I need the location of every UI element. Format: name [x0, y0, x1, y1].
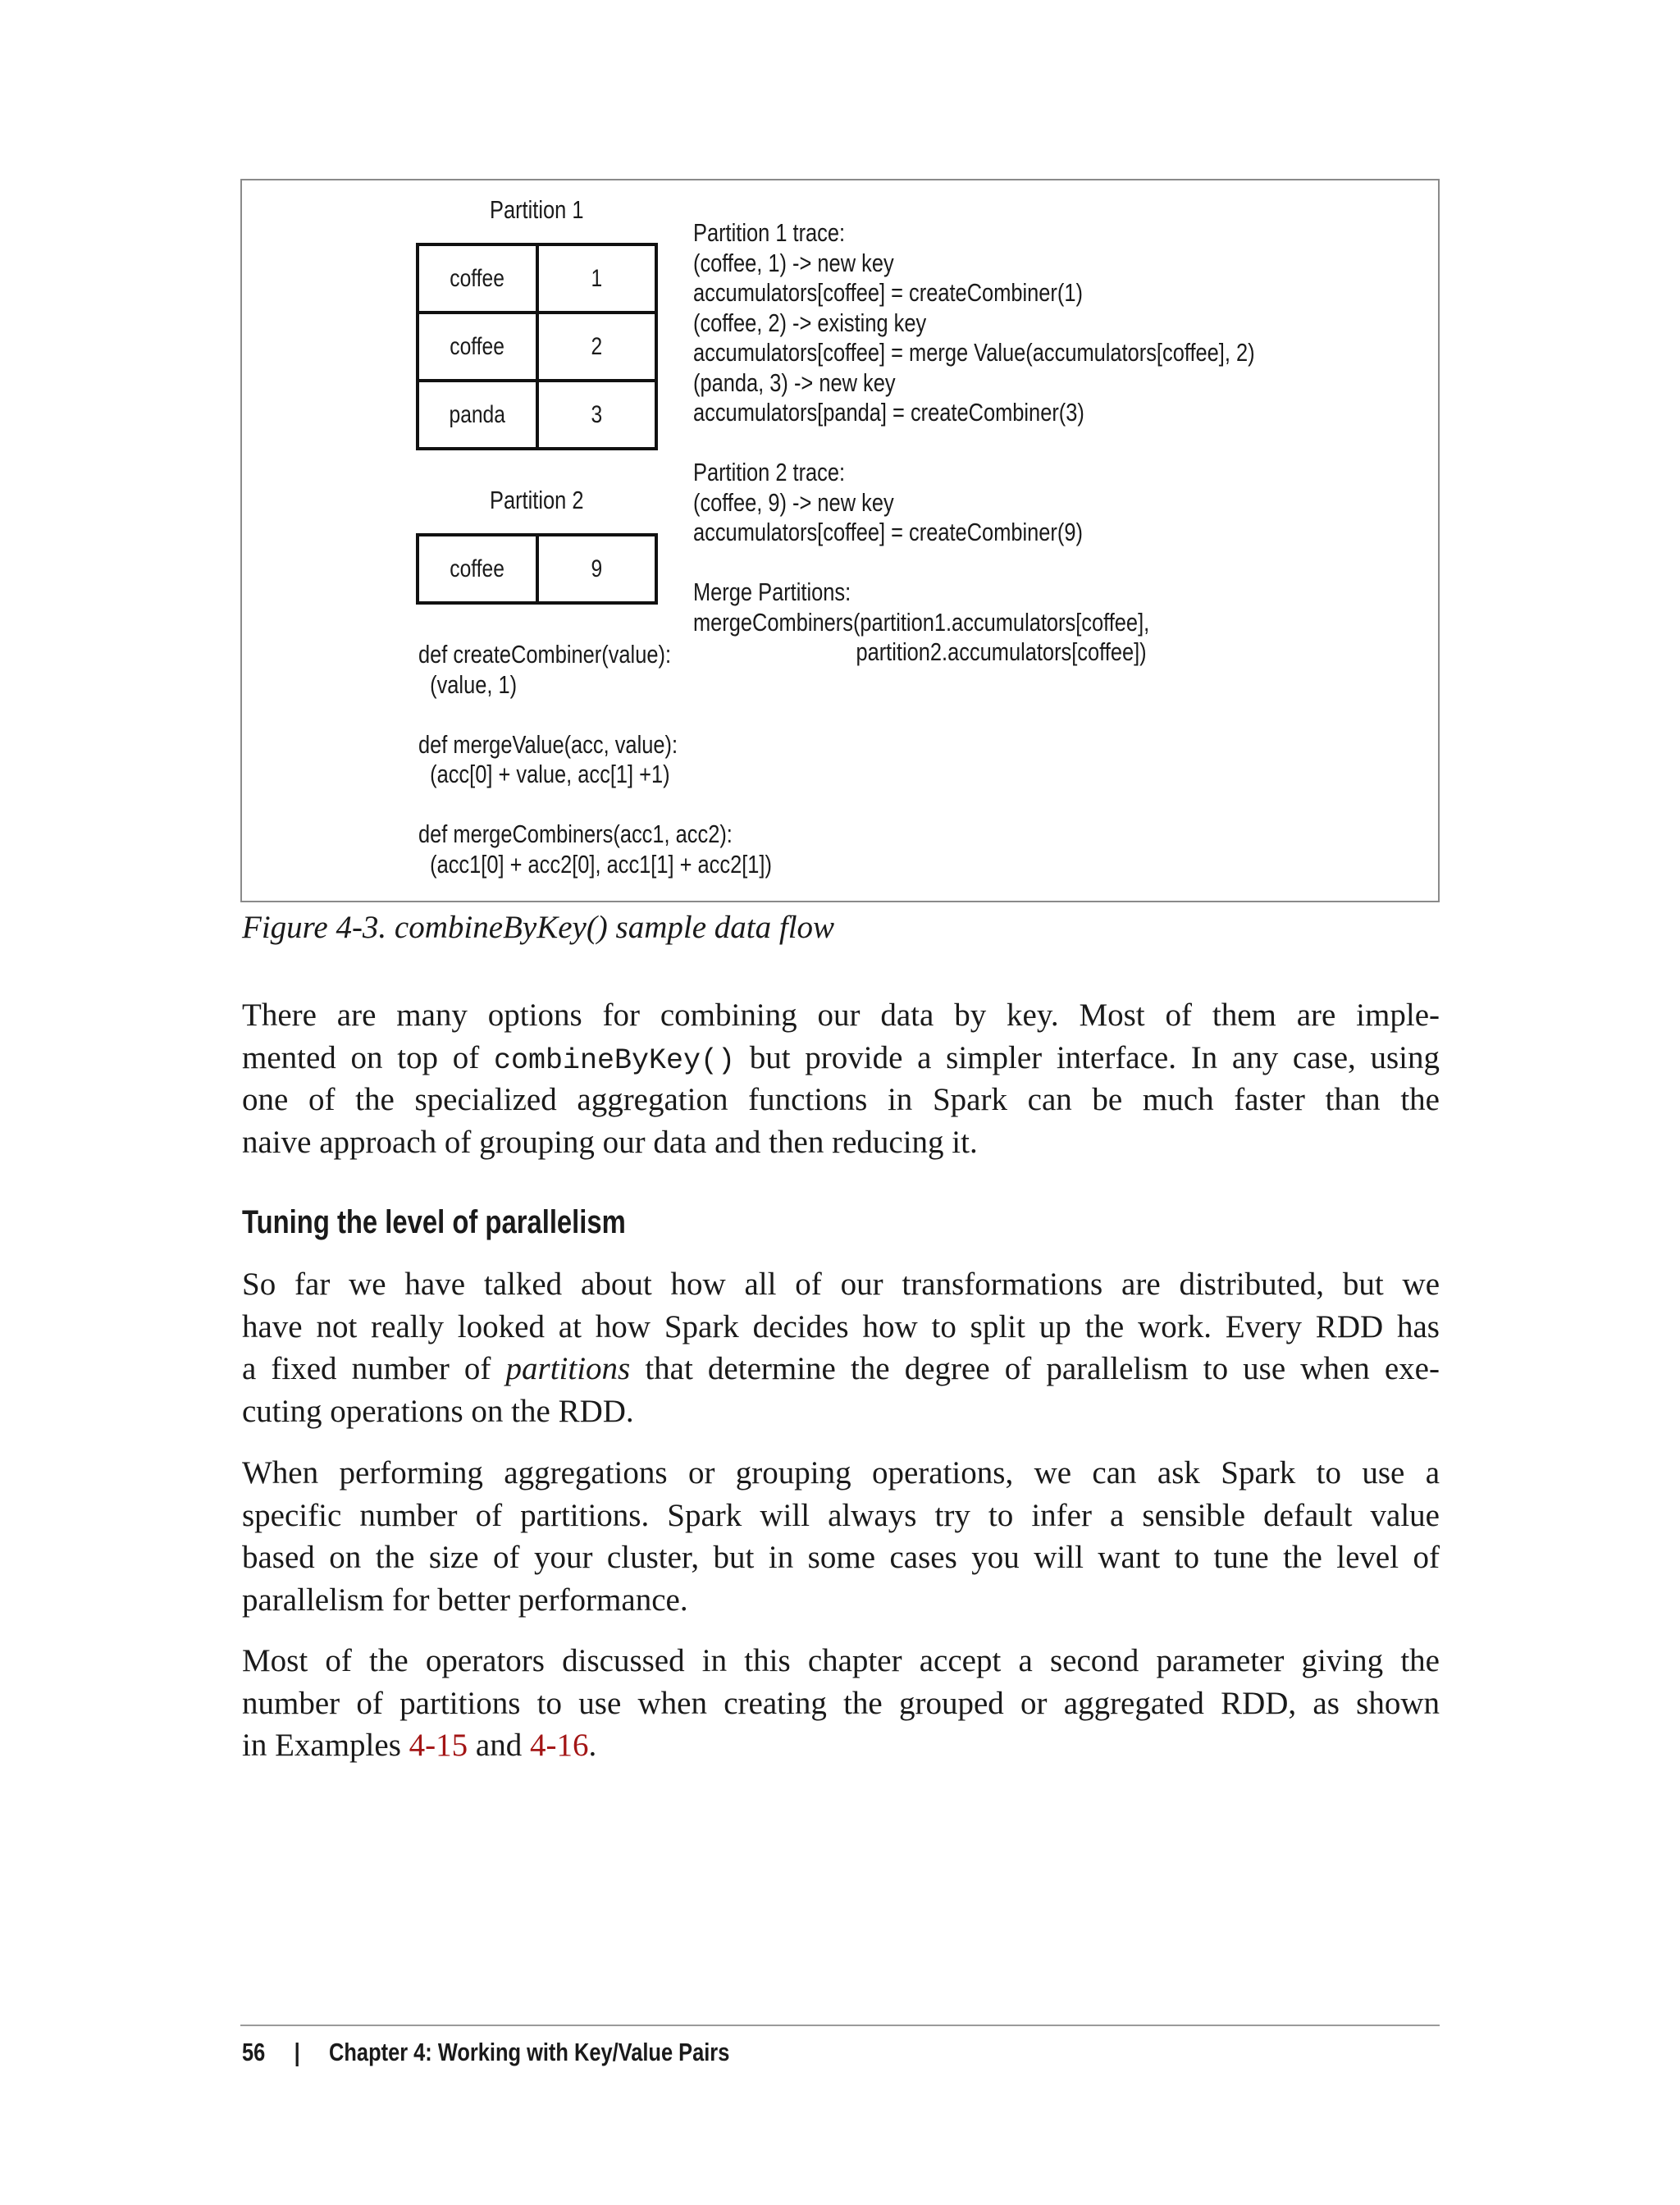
paragraph-4: Most of the operators discussed in this chapter accept a second parameter giving the number of partitions to use when creating the grouped or aggregated RDD, as shown in Examples 4-15 and 4-16. — [242, 1643, 1440, 1763]
inline-code: combineByKey() — [493, 1043, 736, 1077]
table-cell-key: panda — [418, 381, 537, 449]
paragraph-1: There are many options for combining our data by key. Most of them are imple- mented on top of combineByKey() but provide a simpler interface. In any case, using one of the specialized aggregation functions in Spark can be much faster than the naive approach of grouping our data and then reducing it. — [242, 998, 1440, 1160]
function-definitions: def createCombiner(value): (value, 1) def mergeValue(acc, value): (acc[0] + value, acc[1] +1) def mergeCombiners(acc1, acc2): (acc1[0] + acc2[0], acc1[1] + acc2[1]) — [418, 640, 772, 879]
table-cell-value: 1 — [537, 244, 656, 313]
footer-separator: | — [294, 2038, 300, 2066]
figure-frame — [240, 179, 1440, 902]
partition-2-table — [416, 533, 658, 605]
page-number: 56 — [242, 2038, 266, 2066]
footer-divider — [240, 2025, 1440, 2026]
figure-caption: Figure 4-3. combineByKey() sample data flow — [242, 910, 835, 945]
table-cell-key: coffee — [418, 535, 537, 603]
table-row — [418, 381, 656, 449]
chapter-title: Chapter 4: Working with Key/Value Pairs — [329, 2038, 730, 2066]
trace-text: Partition 1 trace: (coffee, 1) -> new key accumulators[coffee] = createCombiner(1) (coffee, 2) -> existing key accumulators[coffee] = merge Value(accumulators[coffee], 2) (panda, 3) -> new key accumulators[panda] = createCombiner(3) Partition 2 trace: (coffee, 9) -> new key accumulators[coffee] = createCombiner(9) Merge Partitions: mergeCombiners(partition1.accumulators[coffee], partition2.accumulators[coffee]) — [693, 218, 1255, 666]
trace-1-heading: Partition 1 trace: — [693, 218, 846, 247]
table-cell-value: 9 — [537, 535, 656, 603]
table-cell-value: 2 — [537, 313, 656, 381]
table-cell-key: coffee — [418, 313, 537, 381]
partition-1-title: Partition 1 — [490, 195, 584, 224]
merge-heading: Merge Partitions: — [693, 578, 851, 606]
trace-2-heading: Partition 2 trace: — [693, 458, 846, 486]
table-cell-key: coffee — [418, 244, 537, 313]
partition-1-table — [416, 243, 658, 450]
table-row — [418, 244, 656, 313]
example-4-16-link[interactable]: 4-16 — [529, 1728, 589, 1763]
page-footer — [242, 2038, 837, 2067]
section-heading: Tuning the level of parallelism — [242, 1204, 626, 1240]
paragraph-2: So far we have talked about how all of our transformations are distributed, but we have not really looked at how Spark decides how to split up the work. Every RDD has a fixed number of partitions that determine the degree of parallelism to use when exe- cuting operations on the RDD. — [242, 1267, 1440, 1429]
table-cell-value: 3 — [537, 381, 656, 449]
table-row — [418, 535, 656, 603]
paragraph-3: When performing aggregations or grouping operations, we can ask Spark to use a specific number of partitions. Spark will always try to infer a sensible default value based on the size of your cluster, but in some cases you will want to tune the level of parallelism for better performance. — [242, 1455, 1440, 1618]
example-4-15-link[interactable]: 4-15 — [409, 1728, 468, 1763]
partition-2-title: Partition 2 — [490, 486, 584, 514]
table-row — [418, 313, 656, 381]
